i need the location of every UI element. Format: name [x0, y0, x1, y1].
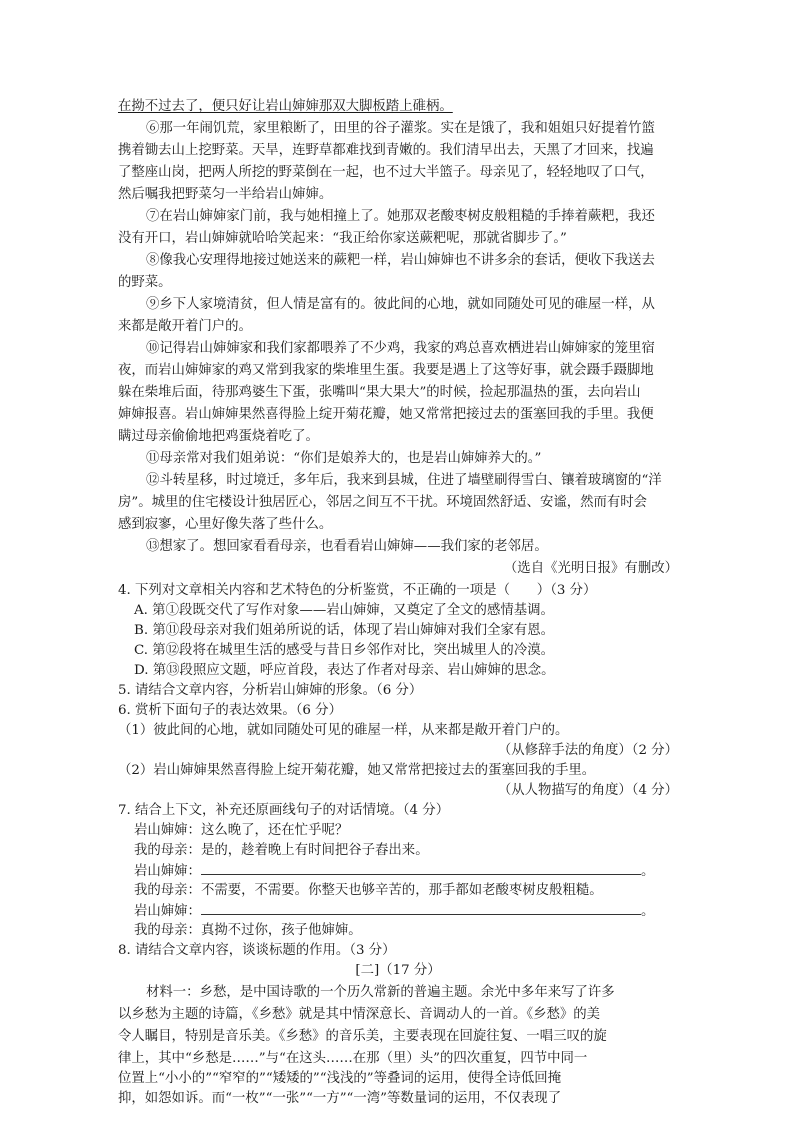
essay-paragraph-10-line: 躲在柴堆后面，待那鸡婆生下蛋，张嘴叫“果大果大”的时候，捡起那温热的蛋，去向岩山 [118, 385, 641, 400]
question-7: 7. 结合上下文，补充还原画线句子的对话情境。（4 分） [118, 803, 450, 818]
section-heading: [二]（17 分） [355, 963, 441, 978]
question-6-item-1-note: （从修辞手法的角度）（2 分） [497, 743, 678, 758]
question-6: 6. 赏析下面句子的表达效果。（6 分） [118, 703, 342, 718]
question-6-item-2-note: （从人物描写的角度）（4 分） [497, 783, 678, 798]
question-4-option-b: B. 第⑪段母亲对我们姐弟所说的话，体现了岩山婶婶对我们全家有恩。 [134, 623, 555, 638]
essay-paragraph-12-line: 感到寂寥，心里好像失落了些什么。 [118, 517, 333, 532]
essay-paragraph-12-line: 房”。城里的住宅楼设计独居匠心，邻居之间互不干扰。环境固然舒适、安谧，然而有时会 [118, 495, 648, 510]
material-1-line: 律上，其中“乡愁是……”与“在这头……在那（里）头”的四次重复，四节中同一 [118, 1051, 588, 1066]
question-4-option-a: A. 第①段既交代了写作对象——岩山婶婶，又奠定了全文的感情基调。 [134, 603, 554, 618]
essay-paragraph-8-line: 的野菜。 [118, 275, 172, 290]
dialogue-line: 我的母亲：真拗不过你，孩子他婶婶。 [134, 923, 362, 938]
material-1-line: 以乡愁为主题的诗篇，《乡愁》就是其中情深意长、音调动人的一首。《乡愁》的美 [118, 1007, 601, 1022]
essay-paragraph-6: ⑥那一年闹饥荒，家里粮断了，田里的谷子灌浆。实在是饿了，我和姐姐只好提着竹篮 [146, 121, 655, 136]
essay-paragraph-7-line: 没有开口，岩山婶婶就哈哈笑起来：“我正给你家送蕨粑呢，那就省脚步了。” [118, 231, 567, 246]
essay-paragraph-10: ⑩记得岩山婶婶家和我们家都喂养了不少鸡，我家的鸡总喜欢栖进岩山婶婶家的笼里宿 [146, 341, 655, 356]
essay-paragraph-10-line: 婶婶报喜。岩山婶婶果然喜得脸上绽开菊花瓣，她又常常把接过去的蛋塞回我的手里。我便 [118, 407, 654, 422]
question-4: 4. 下列对文章相关内容和艺术特色的分析鉴赏，不正确的一项是（ ）（3 分） [118, 583, 597, 598]
essay-source: （选自《光明日报》有删改） [503, 561, 678, 576]
question-8: 8. 请结合文章内容，谈谈标题的作用。（3 分） [118, 943, 396, 958]
answer-blank-1[interactable] [201, 860, 641, 875]
material-1-line: 令人瞩目，特别是音乐美。《乡愁》的音乐美，主要表现在回旋往复、一唱三叹的旋 [118, 1029, 607, 1044]
essay-paragraph-9-line: 来都是敞开着门户的。 [118, 319, 252, 334]
essay-paragraph-10-line: 夜，而岩山婶婶家的鸡又常到我家的柴堆里生蛋。我要是遇上了这等好事，就会蹑手蹑脚地 [118, 363, 654, 378]
essay-paragraph-8: ⑧像我心安理得地接过她送来的蕨粑一样，岩山婶婶也不讲多余的套话，便收下我送去 [146, 253, 655, 268]
dialogue-speaker: 岩山婶婶： [134, 904, 201, 919]
dialogue-line: 我的母亲：不需要，不需要。你整天也够辛苦的，那手都如老酸枣树皮般粗糙。 [134, 883, 603, 898]
essay-paragraph-13: ⑬想家了。想回家看看母亲，也看看岩山婶婶——我们家的老邻居。 [146, 539, 548, 554]
question-5: 5. 请结合文章内容，分析岩山婶婶的形象。（6 分） [118, 683, 423, 698]
dialogue-end: 。 [640, 864, 655, 879]
essay-paragraph-11: ⑪母亲常对我们姐弟说：“你们是娘养大的，也是岩山婶婶养大的。” [146, 451, 542, 466]
question-4-option-c: C. 第⑫段将在城里生活的感受与昔日乡邻作对比，突出城里人的冷漠。 [134, 643, 554, 658]
essay-paragraph-12: ⑫斗转星移，时过境迁，多年后，我来到县城，住进了墙壁刷得雪白、镶着玻璃窗的“洋 [146, 473, 662, 488]
essay-paragraph-6-line: 了整座山岗，把两人所挖的野菜倒在一起，也不过大半篮子。母亲见了，轻轻地叹了口气， [118, 165, 654, 180]
dialogue-line: 我的母亲：是的，趁着晚上有时间把谷子舂出来。 [134, 843, 429, 858]
question-6-item-1: （1）彼此间的心地，就如同随处可见的碓屋一样，从来都是敞开着门户的。 [118, 723, 569, 738]
material-1-line: 位置上“小小的”“窄窄的”“矮矮的”“浅浅的”等叠词的运用，使得全诗低回掩 [118, 1071, 562, 1086]
essay-paragraph-6-line: 携着锄去山上挖野菜。天旱，连野草都难找到青嫩的。我们清早出去，天黑了才回来，找遍 [118, 143, 654, 158]
question-4-option-d: D. 第⑬段照应文题，呼应首段，表达了作者对母亲、岩山婶婶的思念。 [134, 663, 555, 678]
material-1: 材料一：乡愁，是中国诗歌的一个历久常新的普遍主题。余光中多年来写了许多 [146, 985, 615, 1000]
essay-paragraph-10-line: 瞒过母亲偷偷地把鸡蛋烧着吃了。 [118, 429, 319, 444]
question-6-item-2: （2）岩山婶婶果然喜得脸上绽开菊花瓣，她又常常把接过去的蛋塞回我的手里。 [118, 763, 596, 778]
essay-paragraph-cont: 在拗不过去了，便只好让岩山婶婶那双大脚板踏上碓柄。 [118, 99, 453, 114]
dialogue-line: 岩山婶婶：这么晚了，还在忙乎呢？ [134, 823, 349, 838]
answer-blank-2[interactable] [201, 900, 641, 915]
dialogue-end: 。 [640, 904, 655, 919]
essay-paragraph-6-line: 然后嘱我把野菜匀一半给岩山婶婶。 [118, 187, 333, 202]
material-1-line: 抑，如怨如诉。而“一枚”“一张”“一方”“一湾”等数量词的运用，不仅表现了 [118, 1091, 562, 1106]
essay-paragraph-9: ⑨乡下人家境清贫，但人情是富有的。彼此间的心地，就如同随处可见的碓屋一样，从 [146, 297, 655, 312]
dialogue-speaker: 岩山婶婶： [134, 864, 201, 879]
essay-paragraph-7: ⑦在岩山婶婶家门前，我与她相撞上了。她那双老酸枣树皮般粗糙的手捧着蕨粑，我还 [146, 209, 655, 224]
